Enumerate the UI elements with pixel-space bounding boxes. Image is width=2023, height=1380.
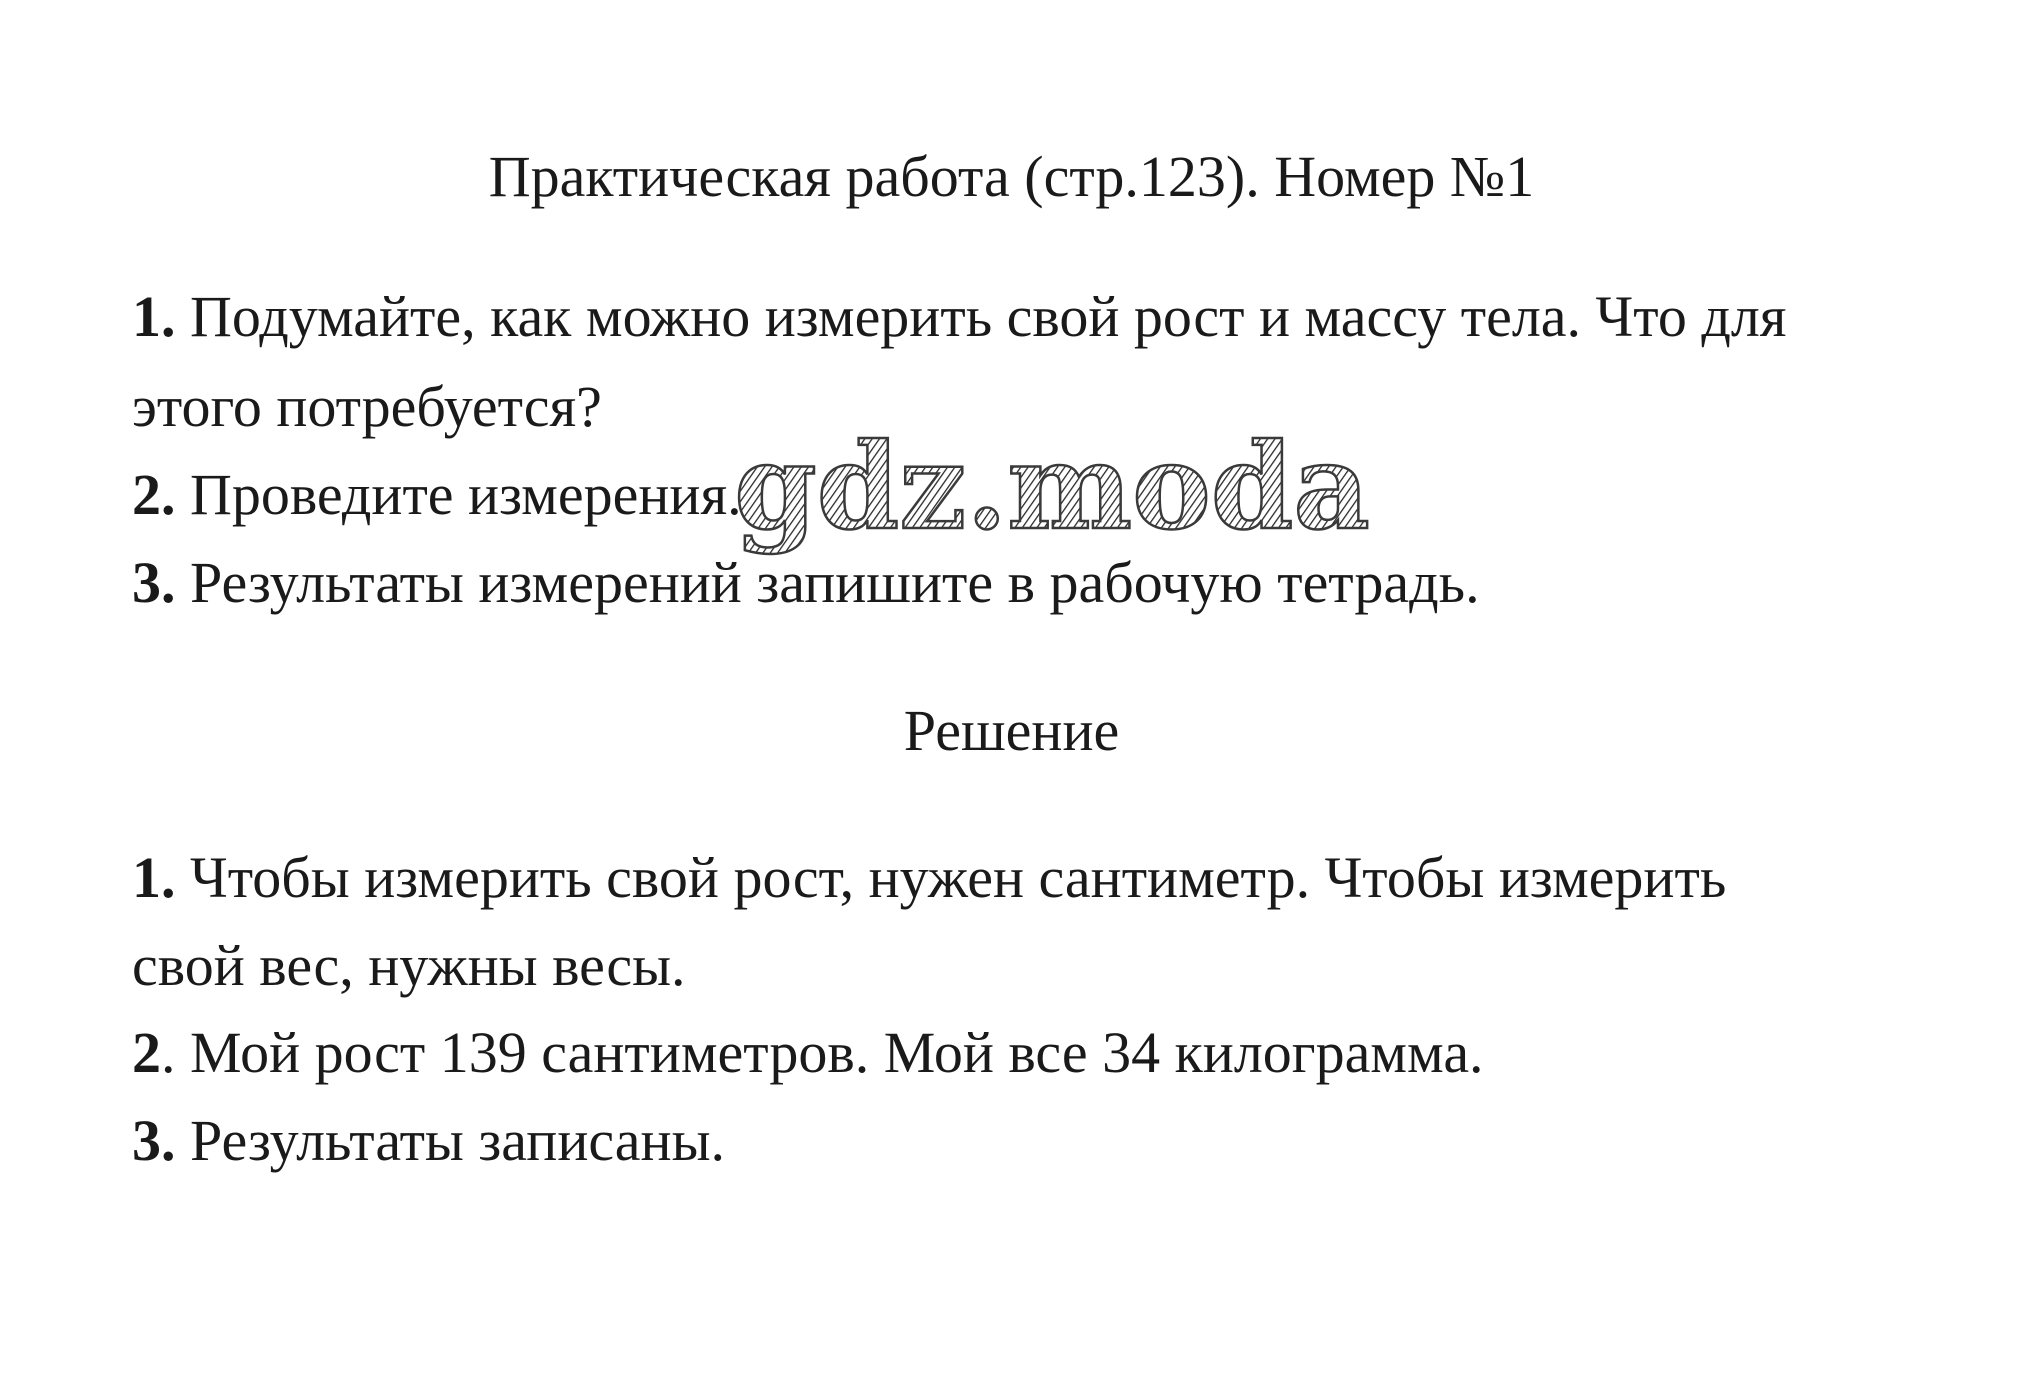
task-text: этого потребуется?: [132, 374, 602, 439]
task-text: Результаты измерений запишите в рабочую тетрадь.: [175, 550, 1480, 615]
task-line-1-cont: [132, 372, 602, 442]
page-title: Практическая работа (стр.123). Номер №1: [488, 144, 1535, 209]
solution-line-1-cont: [132, 931, 686, 1001]
solution-text: Чтобы измерить свой рост, нужен сантиметр. Чтобы измерить: [175, 845, 1727, 910]
task-line-2: [132, 460, 742, 530]
solution-number: 1.: [132, 845, 176, 910]
watermark-logo-svg: [734, 417, 1370, 565]
task-text: Проведите измерения.: [175, 462, 742, 527]
task-line-1: [132, 282, 1786, 352]
solution-number: 2: [132, 1020, 161, 1085]
solution-text: Результаты записаны.: [175, 1108, 726, 1173]
solution-line-2: [132, 1018, 1484, 1088]
task-line-3: [132, 548, 1480, 618]
watermark-text: gdz.moda: [734, 417, 1370, 556]
task-text: Подумайте, как можно измерить свой рост и массу тела. Что для: [175, 284, 1787, 349]
solution-text: свой вес, нужны весы.: [132, 933, 686, 998]
task-number: 1.: [132, 284, 176, 349]
watermark-logo: [734, 417, 1370, 565]
solution-line-3: [132, 1106, 725, 1176]
solution-line-1: [132, 843, 1726, 913]
solution-text: . Мой рост 139 сантиметров. Мой все 34 килограмма.: [161, 1020, 1484, 1085]
solution-heading: Решение: [903, 698, 1120, 763]
solution-number: 3.: [132, 1108, 176, 1173]
task-number: 2.: [132, 462, 176, 527]
task-number: 3.: [132, 550, 176, 615]
